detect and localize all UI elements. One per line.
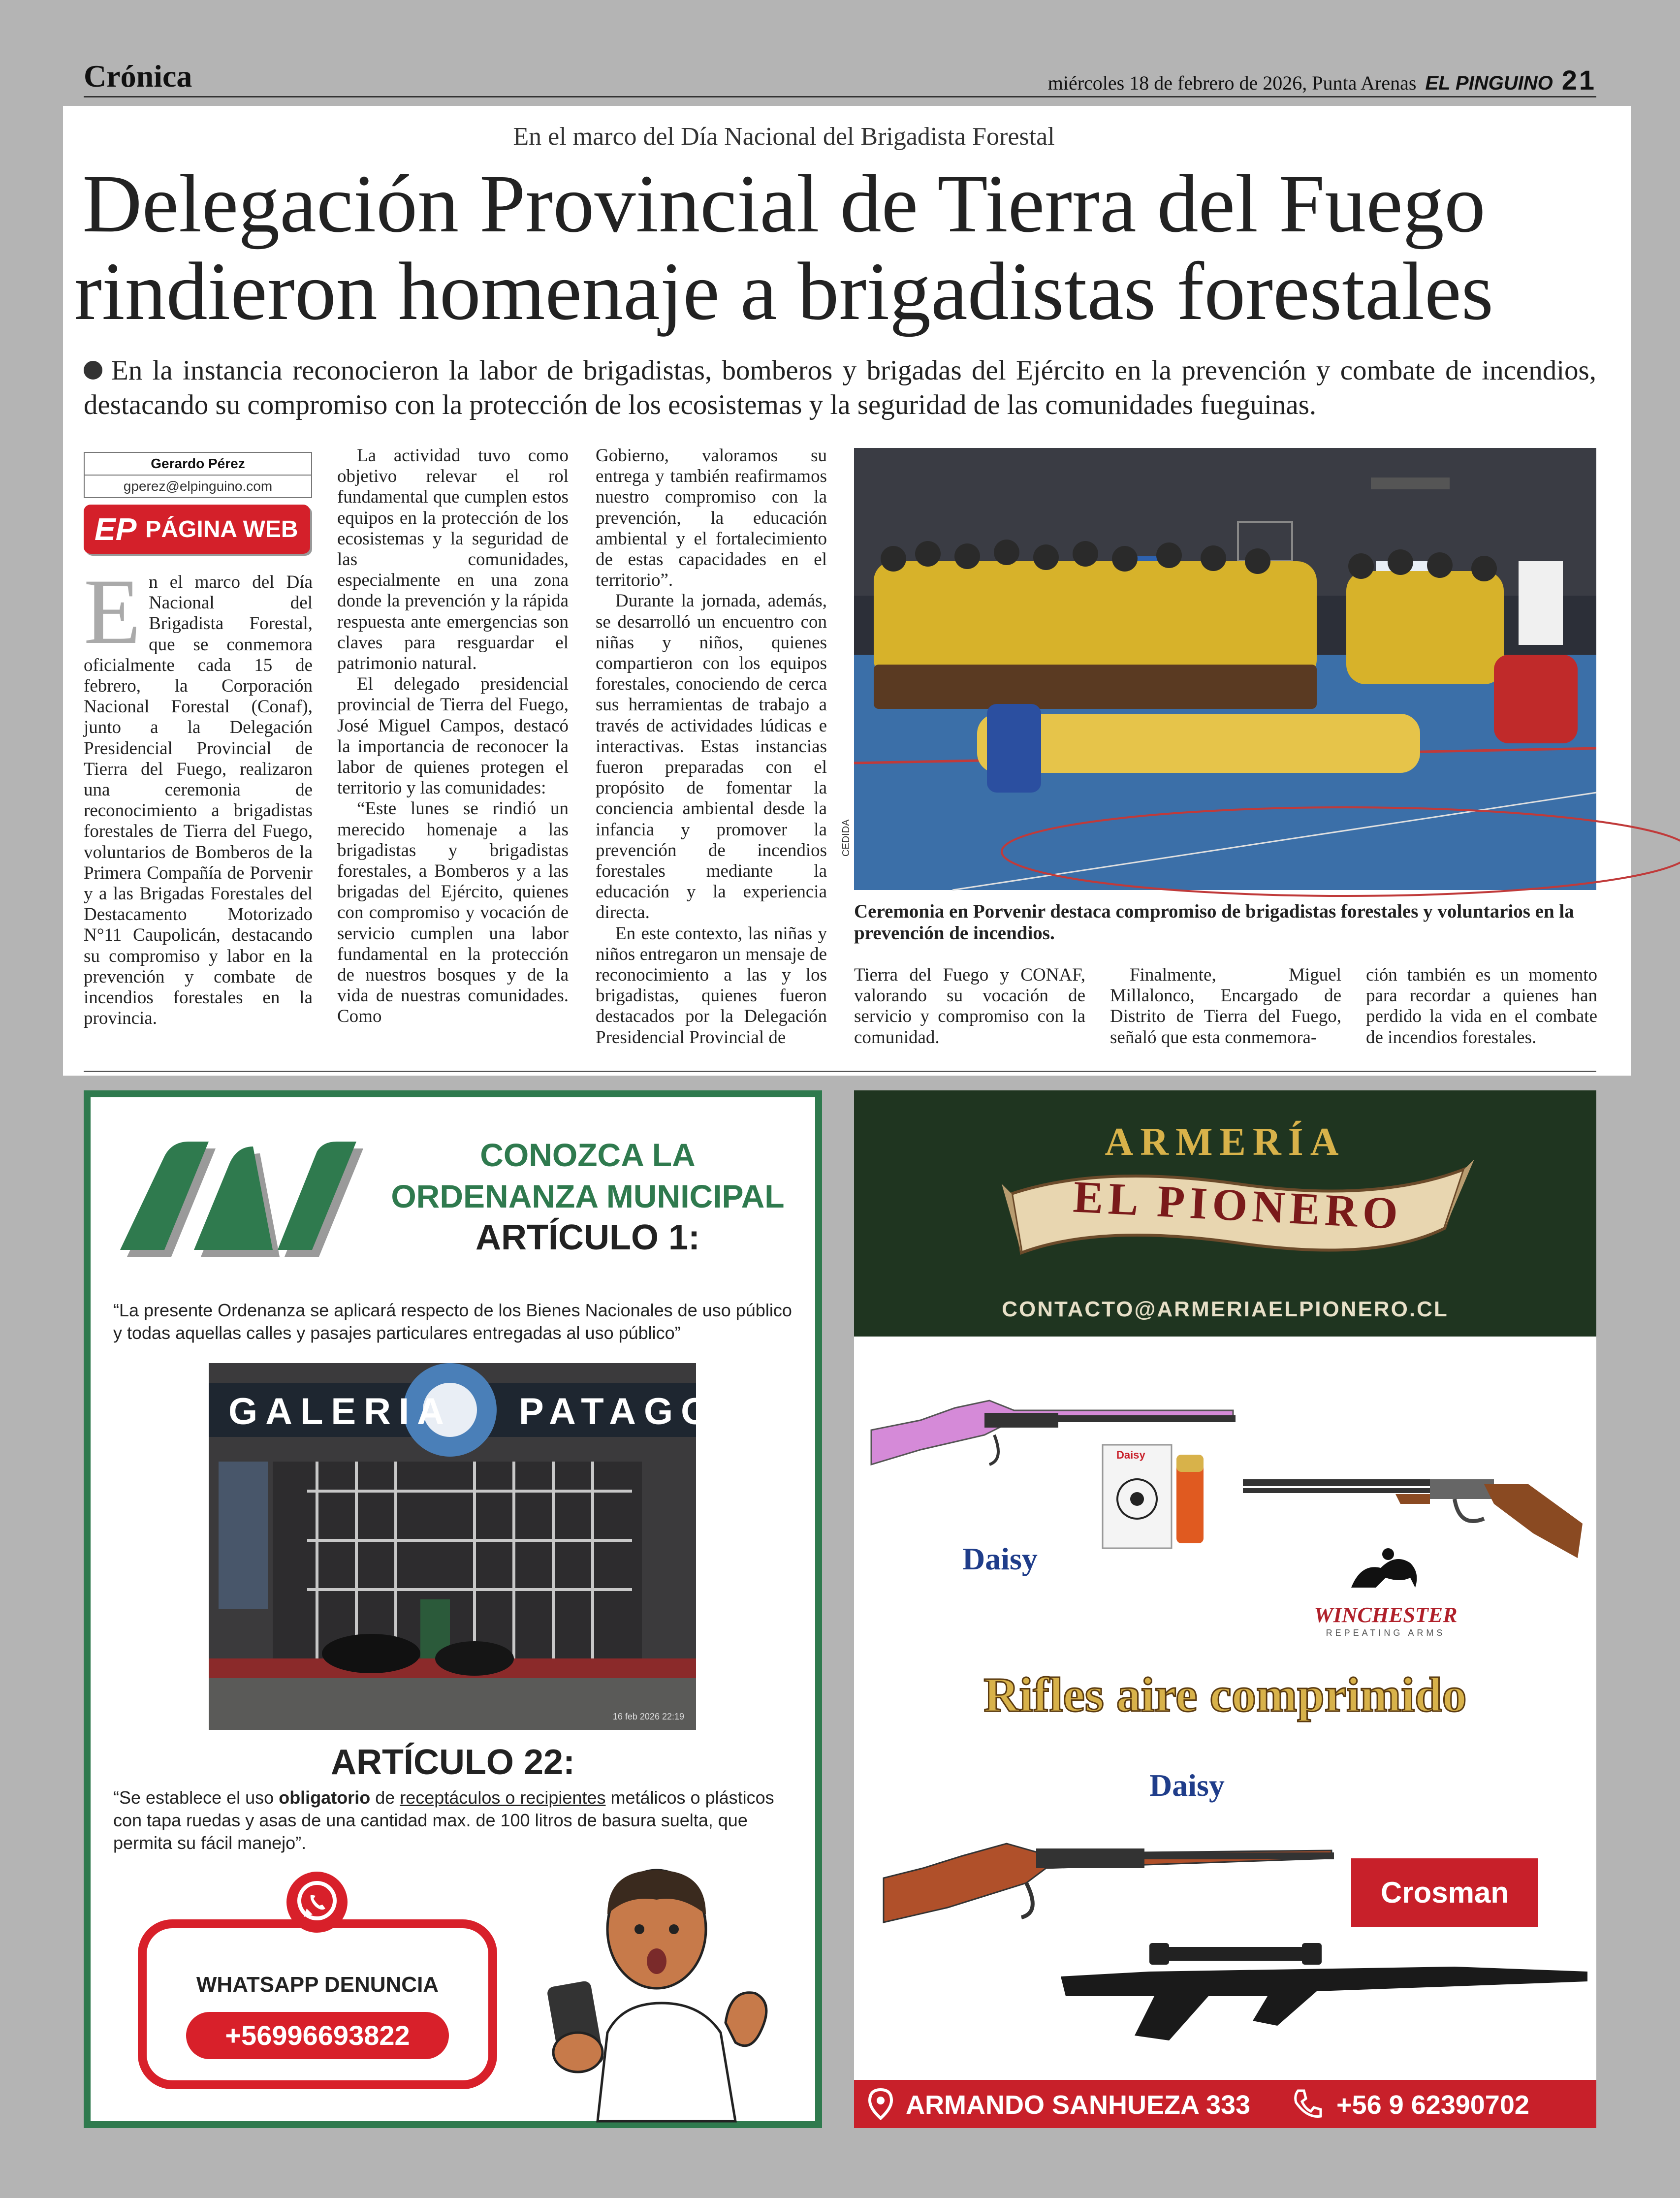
- web-page-badge[interactable]: [84, 505, 310, 554]
- paragraph: En este contexto, las niñas y niños entregaron un mensaje de reconocimiento a las y los brigadistas, quienes fueron destacados por la Delegación Presidencial Provincial de: [596, 923, 827, 1048]
- whatsapp-icon: [285, 1870, 349, 1934]
- art22-text-mid: de: [370, 1787, 400, 1808]
- store-sign-left: GALERIA: [228, 1391, 452, 1433]
- armeria-phone[interactable]: +56 9 62390702: [1336, 2090, 1529, 2120]
- article-22-text: [113, 1786, 797, 1854]
- paragraph: “Este lunes se rindió un merecido homenaje a las brigadistas y brigadistas forestales, a Bomberos y a las brigadas del Ejército, quienes con compromiso y vocación de servicio cumplen una labor fundamental en la protección de nuestros bosques y de la vida de nuestras comunidades. Como: [337, 798, 569, 1027]
- art22-text-end: metálicos o plásticos con tapa ruedas y asas de una cantidad max. de 100 litros de basura suelta, que permita su fácil manejo”.: [113, 1787, 774, 1853]
- armeria-ad: [854, 1090, 1596, 2128]
- whatsapp-label: WHATSAPP DENUNCIA: [196, 1973, 439, 1997]
- armeria-name: EL PIONERO: [1072, 1171, 1404, 1239]
- headline-line-1: Delegación Provincial de Tierra del Fuego: [82, 158, 1486, 250]
- subtitle-text: En la instancia reconocieron la labor de brigadistas, bomberos y brigadas del Ejército en la prevención y combate de incendios, destacando su compromiso con la protección de los ecosistemas y la seguridad de las comunidades fueguinas.: [84, 355, 1596, 420]
- horse-rider-icon: [1341, 1543, 1425, 1597]
- art22-text-start: “Se establece el uso: [113, 1787, 279, 1808]
- article-column-3: [596, 446, 827, 1048]
- byline-email[interactable]: gperez@elpinguino.com: [123, 478, 273, 494]
- paragraph: ción también es un momento para recordar a quienes han perdido la vida en el combate de incendios forestales.: [1366, 965, 1597, 1048]
- whatsapp-number[interactable]: +56996693822: [186, 2012, 449, 2059]
- paragraph: Gobierno, valoramos su entrega y también reafirmamos nuestro compromiso con la prevención, la educación ambiental y el fortalecimiento de estas capacidades en el territorio”.: [596, 446, 827, 591]
- art22-bold: obligatorio: [279, 1787, 371, 1808]
- paragraph: La actividad tuvo como objetivo relevar el rol fundamental que cumplen estos equipos en la protección de los ecosistemas y la seguridad de las comunidades, especialmente en una zona donde la prevención y la rápida respuesta ante emergencias son claves para resguardar el patrimonio natural.: [337, 446, 569, 674]
- armeria-email[interactable]: CONTACTO@ARMERIAELPIONERO.CL: [1002, 1297, 1449, 1321]
- ordinance-title: [366, 1134, 809, 1258]
- header-right: [1048, 64, 1596, 96]
- date-line: miércoles 18 de febrero de 2026, Punta Arenas: [1047, 72, 1417, 94]
- article-headline: [0, 160, 1568, 335]
- winchester-logo: WINCHESTER: [1314, 1603, 1458, 1627]
- paragraph: Tierra del Fuego y CONAF, valorando su vocación de servicio y compromiso con la comunidad.: [854, 965, 1085, 1048]
- store-sign-right: PATAGO: [519, 1391, 718, 1433]
- paragraph: Durante la jornada, además, se desarrolló un encuentro con niñas y niños, quienes compartieron con los equipos forestales, conociendo de cerca sus herramientas de trabajo a través de actividades lúdicas e interactivas. Estas instancias fueron preparadas con el propósito de fomentar la conciencia ambiental desde la infancia y promover la prevención de incendios forestales mediante la educación y la experiencia directa.: [596, 591, 827, 923]
- location-pin-icon: [869, 2089, 892, 2119]
- scoped-rifle-icon: [1061, 1937, 1592, 2045]
- article-photo: [854, 448, 1596, 890]
- ordinance-title-line-1: CONOZCA LA: [480, 1137, 696, 1173]
- municipal-ordinance-ad: [84, 1090, 822, 2128]
- paragraph: El delegado presidencial provincial de Tierra del Fuego, José Miguel Campos, destacó la importancia de reconocer la labor de quienes protegen el territorio y las comunidades:: [337, 674, 569, 798]
- section-name: Crónica: [84, 59, 192, 94]
- ordinance-title-line-2: ORDENANZA MUNICIPAL: [391, 1178, 785, 1214]
- byline-name: Gerardo Pérez: [85, 453, 311, 476]
- page-number: 21: [1561, 64, 1596, 96]
- article-subtitle: [84, 353, 1596, 422]
- article-column-6: [1366, 965, 1597, 1048]
- web-page-label: PÁGINA WEB: [145, 516, 298, 542]
- paragraph: n el marco del Día Nacional del Brigadista Forestal, que se conmemora oficialmente cada 15 de febrero, la Corporación Nacional Forestal (Conaf), junto a la Delegación Presidencial Provincial de Tierra del Fuego, realizaron una ceremonia de reconocimiento a brigadistas forestales de Tierra del Fuego, voluntarios de Bomberos de la Primera Compañía de Porvenir y a las Brigadas Forestales del Destacamento Motorizado N°11 Caupolicán, destacando su compromiso y labor en la prevención y combate de incendios forestales en la provincia.: [84, 572, 313, 1029]
- article-column-2: [337, 446, 569, 1027]
- article-kicker: En el marco del Día Nacional del Brigadista Forestal: [513, 123, 1055, 151]
- dropcap: E: [84, 560, 141, 664]
- daisy-logo-2: Daisy: [1149, 1768, 1225, 1803]
- target-box-icon: [1098, 1440, 1211, 1553]
- photo-caption: Ceremonia en Porvenir destaca compromiso de brigadistas forestales y voluntarios en la prevención de incendios.: [854, 901, 1574, 944]
- article-1-text: “La presente Ordenanza se aplicará respecto de los Bienes Nacionales de uso público y todas aquellas calles y pasajes particulares entregadas al uso público”: [113, 1300, 792, 1343]
- winchester-subtitle: REPEATING ARMS: [1326, 1628, 1446, 1638]
- person-with-phone-illustration: [524, 1855, 799, 2121]
- photo-credit: CEDIDA: [841, 819, 852, 857]
- target-box-brand: Daisy: [1116, 1449, 1145, 1461]
- newspaper-brand: EL PINGUINO: [1425, 72, 1553, 94]
- storefront-photo: [209, 1363, 718, 1730]
- article-column-4: [854, 965, 1085, 1048]
- headline-line-2: rindieron homenaje a brigadistas forestales: [74, 246, 1493, 337]
- group-photo-illustration: [854, 448, 1596, 890]
- byline-box: [84, 452, 312, 498]
- daisy-logo-1: Daisy: [962, 1541, 1038, 1576]
- article-column-1: [84, 560, 313, 1029]
- photo-timestamp: 16 feb 2026 22:19: [612, 1712, 684, 1721]
- whatsapp-report-box[interactable]: [138, 1919, 497, 2089]
- armeria-address: ARMANDO SANHUEZA 333: [906, 2090, 1251, 2120]
- paragraph: Finalmente, Miguel Millalonco, Encargado de Distrito de Tierra del Fuego, señaló que esta conmemora-: [1110, 965, 1341, 1048]
- article-22-title: ARTÍCULO 22:: [330, 1743, 575, 1782]
- armeria-top-word: ARMERÍA: [1105, 1120, 1346, 1164]
- municipality-logo-icon: [110, 1137, 366, 1265]
- phone-icon: [1292, 2088, 1322, 2119]
- crosman-logo: Crosman: [1380, 1876, 1509, 1909]
- ep-logo: EP: [95, 511, 137, 547]
- bullet-icon: [84, 361, 102, 380]
- crosman-logo-box: [1351, 1858, 1538, 1927]
- bb-rifle-icon: [879, 1829, 1336, 1927]
- header-rule: [84, 96, 1596, 97]
- article-1-title: ARTÍCULO 1:: [475, 1218, 700, 1257]
- art22-underlined: receptáculos o recipientes: [400, 1787, 606, 1808]
- air-rifles-headline: Rifles aire comprimido: [983, 1667, 1467, 1722]
- article-column-5: [1110, 965, 1341, 1048]
- article-bottom-rule: [84, 1071, 1596, 1072]
